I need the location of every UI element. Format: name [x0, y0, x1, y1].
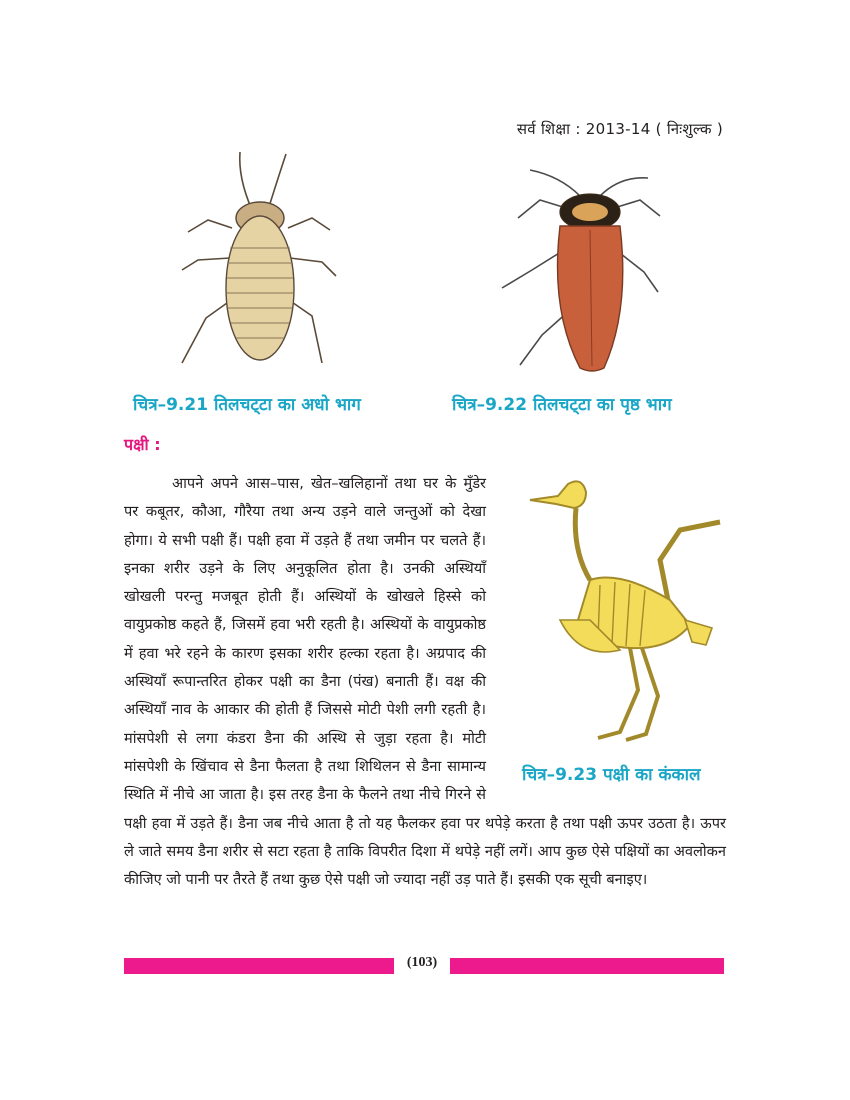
body-paragraph: आपने अपने आस–पास, खेत–खलिहानों तथा घर के मुँडेर पर कबूतर, कौआ, गौरैया तथा अन्य उड़ने वाले जन्तुओं को देखा होगा। ये सभी पक्षी हैं। पक्षी हवा में उड़ते हैं तथा जमीन पर चलते हैं। इनका शरीर उड़ने के लिए अनुकूलित होता है। उनकी अस्थियाँ खोखली परन्तु मजबूत होती हैं। अस्थियों के खोखले हिस्से को वायुप्रकोष्ठ कहते हैं, जिसमें हवा भरी रहती है। अस्थियों के वायुप्रकोष्ठ में हवा भरे रहने के कारण इसका शरीर हल्का रहता है। अग्रपाद की अस्थियाँ रूपान्तरित होकर पक्षी का डैना (पंख) बनाती हैं। वक्ष की अस्थियाँ नाव के आकार की होती हैं जिससे मोटी पेशी लगी रहती है। मांसपेशी से लगा कंडरा डैना की अस्थि से जुड़ा रहता है। मोटी मांसपेशी के खिंचाव से डैना फैलता है तथा शिथिलन से डैना सामान्य स्थिति में नीचे आ जाता है। इस तरह डैना के फैलने तथा नीचे गिरने से पक्षी हवा में उड़ते हैं। डैना जब नीचे आता है तो यह फैलकर हवा पर थपेड़े करता है तथा पक्षी ऊपर उठता है। ऊपर ले जाते समय डैना शरीर से सटा रहता है ताकि विपरीत दिशा में थपेड़े नहीं लगें। आप कुछ ऐसे पक्षियों का अवलोकन कीजिए जो पानी पर तैरते हैं तथा कुछ ऐसे पक्षी जो ज्यादा नहीं उड़ पाते हैं। इसकी एक सूची बनाइए।	[124, 475, 726, 889]
footer-bar-left	[124, 958, 394, 974]
cockroach-ventral-illustration	[160, 148, 360, 378]
cockroach-dorsal-illustration	[480, 160, 700, 380]
page-number: (103)	[406, 955, 438, 970]
section-heading-birds: पक्षी :	[124, 435, 161, 454]
figure-caption-9-22: चित्र–9.22 तिलचट्‌टा का पृष्ठ भाग	[452, 395, 672, 415]
figure-caption-9-21: चित्र–9.21 तिलचट्‌टा का अधो भाग	[133, 395, 361, 415]
figure-float-space	[496, 470, 726, 800]
footer-bar-right	[450, 958, 724, 974]
figure-caption-9-23: चित्र–9.23 पक्षी का कंकाल	[522, 765, 701, 785]
section-body	[124, 470, 726, 894]
page-header: सर्व शिक्षा : 2013-14 ( निःशुल्क )	[516, 120, 723, 138]
